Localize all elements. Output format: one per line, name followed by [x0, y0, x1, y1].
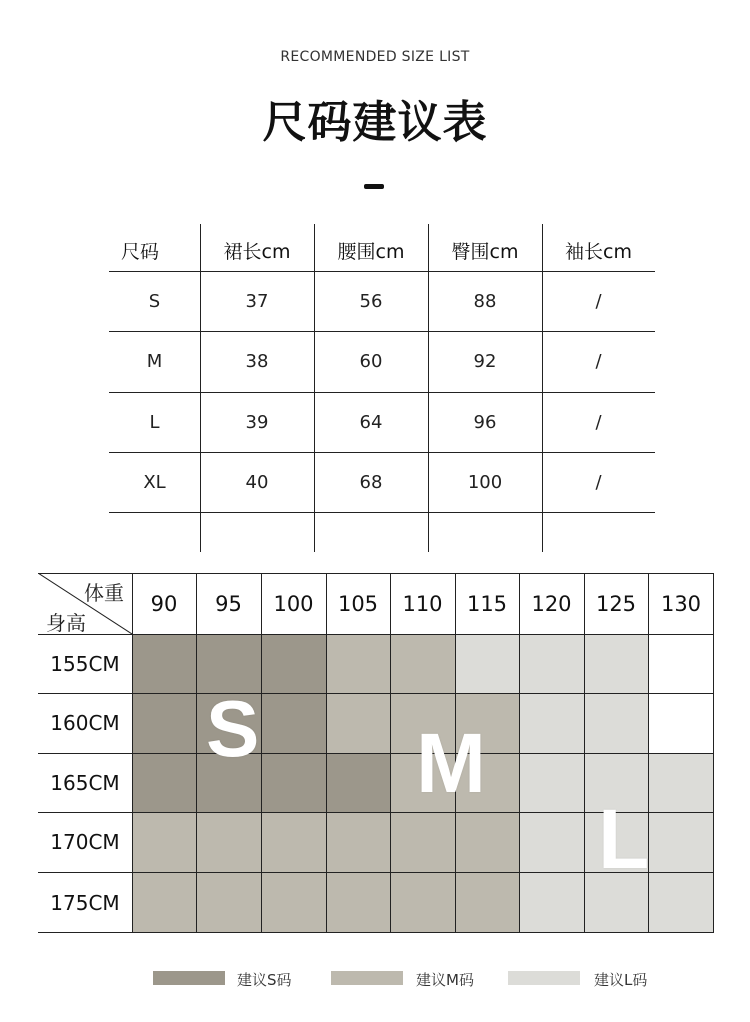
size-value: 40 [245, 471, 269, 493]
grid-row-line [38, 693, 714, 694]
big-size-label-l: L [598, 792, 650, 886]
grid-cell-s [326, 753, 390, 812]
grid-cell-m [390, 634, 455, 693]
grid-cell-empty [648, 693, 714, 753]
size-value: / [595, 471, 602, 493]
size-label: L [149, 411, 160, 433]
grid-cell-s [132, 634, 196, 693]
grid-cell-l [648, 872, 714, 933]
grid-row-line [38, 932, 714, 933]
size-table [109, 224, 655, 552]
grid-cell-l [648, 753, 714, 812]
grid-cell-l [584, 693, 648, 753]
size-label: S [148, 290, 161, 312]
grid-cell-m [326, 634, 390, 693]
grid-cell-m [196, 812, 261, 872]
page-subtitle: RECOMMENDED SIZE LIST [280, 49, 470, 65]
grid-cell-m [326, 872, 390, 933]
weight-header: 100 [273, 591, 314, 616]
size-value: 64 [359, 411, 383, 433]
size-label: M [146, 351, 163, 372]
grid-cell-empty [648, 634, 714, 693]
grid-cell-l [519, 693, 584, 753]
grid-cell-m [326, 812, 390, 872]
size-value: / [595, 351, 602, 372]
weight-header: 125 [595, 591, 637, 616]
grid-cell-l [648, 812, 714, 872]
table-row-divider [109, 512, 655, 513]
size-value: / [595, 290, 602, 312]
grid-cell-l [519, 634, 584, 693]
page-title: 尺码建议表 [262, 97, 488, 148]
grid-cell-m [196, 872, 261, 933]
grid-cell-s [261, 634, 326, 693]
size-value: 37 [245, 290, 269, 312]
weight-header: 130 [660, 591, 702, 616]
grid-cell-m [261, 812, 326, 872]
size-value: 39 [245, 411, 269, 433]
size-table-header-cell: 腰围cm [337, 240, 405, 263]
big-size-label-m: M [416, 716, 486, 810]
grid-cell-l [519, 753, 584, 812]
big-size-label-s: S [206, 684, 260, 773]
grid-cell-l [584, 634, 648, 693]
weight-header: 110 [402, 591, 443, 616]
size-value: 38 [245, 351, 269, 372]
grid-cell-m [390, 812, 455, 872]
grid-cell-s [261, 693, 326, 753]
weight-header: 90 [150, 591, 178, 616]
height-label: 155CM [50, 651, 120, 676]
size-table-row [109, 331, 655, 392]
grid-cell-s [261, 753, 326, 812]
grid-cell-m [326, 693, 390, 753]
size-table-header-cell: 尺码 [121, 240, 160, 263]
height-label: 160CM [50, 711, 120, 735]
grid-cell-l [519, 872, 584, 933]
grid-cell-m [455, 812, 519, 872]
size-value: 56 [359, 290, 383, 312]
size-value: 96 [473, 411, 497, 433]
height-label: 170CM [50, 830, 120, 854]
title-divider [364, 184, 384, 189]
size-label: XL [143, 471, 166, 493]
size-table-header [109, 224, 655, 276]
legend-swatch-l [508, 971, 580, 985]
legend-swatch-s [153, 971, 225, 985]
height-label: 165CM [50, 770, 120, 795]
size-table-header-cell: 裙长cm [223, 240, 291, 263]
legend-label: 建议S码 [237, 971, 292, 989]
legend-label: 建议L码 [594, 971, 648, 989]
grid-row-line [38, 634, 714, 635]
corner-weight-label: 体重 [84, 581, 124, 605]
grid-row-line [38, 753, 714, 754]
legend-label: 建议M码 [416, 971, 474, 989]
grid-cell-m [132, 872, 196, 933]
grid-cell-s [132, 753, 196, 812]
size-value: 60 [359, 351, 383, 372]
size-table-header-cell: 袖长cm [565, 240, 632, 263]
height-label: 175CM [50, 890, 120, 915]
size-table-row [109, 271, 655, 331]
weight-header: 115 [466, 591, 508, 616]
weight-header: 120 [531, 591, 572, 616]
grid-cell-l [519, 812, 584, 872]
corner-height-label: 身高 [46, 611, 86, 635]
size-table-row [109, 392, 655, 452]
size-recommendation-grid [38, 573, 714, 933]
size-value: 68 [359, 471, 383, 493]
size-value: 100 [467, 471, 503, 493]
size-value: 88 [473, 290, 497, 312]
grid-cell-m [261, 872, 326, 933]
grid-cell-l [455, 634, 519, 693]
size-value: / [595, 411, 602, 433]
grid-cell-m [132, 812, 196, 872]
grid-cell-s [132, 693, 196, 753]
grid-cell-m [390, 872, 455, 933]
size-value: 92 [473, 351, 497, 372]
legend-swatch-m [331, 971, 403, 985]
grid-cell-m [455, 872, 519, 933]
size-table-row [109, 452, 655, 512]
weight-header: 105 [337, 591, 379, 616]
size-table-header-cell: 臀围cm [451, 240, 519, 263]
weight-header: 95 [215, 591, 242, 616]
